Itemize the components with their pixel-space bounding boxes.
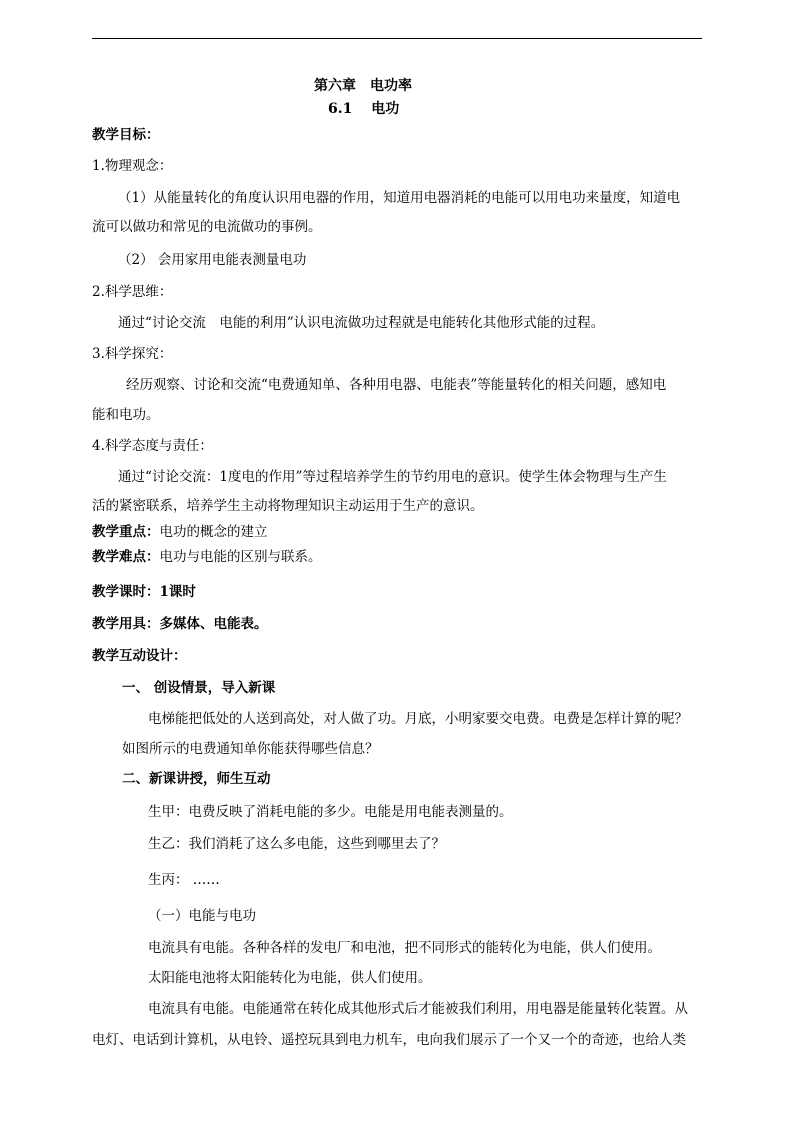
key-point-text: 电功的概念的建立 xyxy=(159,524,268,540)
class-hours: 教学课时：1课时 xyxy=(92,584,196,600)
paragraph-3-line-2: 电灯、电话到计算机，从电铃、遥控玩具到电力机车，电向我们展示了一个又一个的奇迹，也给人类 xyxy=(92,1032,686,1048)
teaching-tools: 教学用具：多媒体、电能表。 xyxy=(92,616,268,632)
paragraph-1: 电流具有电能。各种各样的发电厂和电池，把不同形式的能转化为电能，供人们使用。 xyxy=(148,940,661,956)
difficult-point-label: 教学难点： xyxy=(92,549,160,565)
objective-2-text: 通过“讨论交流 电能的利用”认识电流做功过程就是电能转化其他形式能的过程。 xyxy=(118,315,605,331)
part-1-text-line-1: 电梯能把低处的人送到高处，对人做了功。月底，小明家要交电费。电费是怎样计算的呢？ xyxy=(148,711,688,727)
difficult-point xyxy=(92,549,322,565)
key-point-label: 教学重点： xyxy=(92,524,160,540)
part-1-heading: 一、 创设情景，导入新课 xyxy=(122,680,276,696)
difficult-point-text: 电功与电能的区别与联系。 xyxy=(159,549,322,565)
paragraph-2: 太阳能电池将太阳能转化为电能，供人们使用。 xyxy=(148,970,432,986)
student-c-line: 生丙： …… xyxy=(148,872,220,888)
key-point xyxy=(92,524,268,540)
objective-4-text-line-2: 活的紧密联系，培养学生主动将物理知识主动运用于生产的意识。 xyxy=(92,498,484,514)
header-rule xyxy=(92,38,702,39)
objective-1-text-2: （2） 会用家用电能表测量电功 xyxy=(118,252,307,268)
objective-4-heading: 4.科学态度与责任： xyxy=(92,438,213,454)
student-b-line: 生乙：我们消耗了这么多电能，这些到哪里去了？ xyxy=(148,836,445,852)
student-a-line: 生甲：电费反映了消耗电能的多少。电能是用电能表测量的。 xyxy=(148,804,513,820)
objectives-heading: 教学目标： xyxy=(92,127,160,143)
design-heading: 教学互动设计： xyxy=(92,648,187,664)
objective-2-heading: 2.科学思维： xyxy=(92,284,173,300)
part-2-heading: 二、新课讲授，师生互动 xyxy=(122,771,271,787)
paragraph-3-line-1: 电流具有电能。电能通常在转化成其他形式后才能被我们利用，用电器是能量转化装置。从 xyxy=(148,1001,688,1017)
objective-1-text-line-2: 流可以做功和常见的电流做功的事例。 xyxy=(92,219,322,235)
objective-1-heading: 1.物理观念： xyxy=(92,158,173,174)
objective-4-text-line-1: 通过“讨论交流：1度电的作用”等过程培养学生的节约用电的意识。使学生体会物理与生产生 xyxy=(118,469,667,485)
subsection-1-heading: （一）电能与电功 xyxy=(148,908,256,924)
objective-3-text-line-2: 能和电功。 xyxy=(92,407,160,423)
objective-3-text-line-1: 经历观察、讨论和交流“电费通知单、各种用电器、电能表”等能量转化的相关问题，感知电 xyxy=(126,377,667,393)
section-title: 6.1 电功 xyxy=(328,101,400,117)
chapter-title: 第六章 电功率 xyxy=(314,78,412,94)
part-1-text-line-2: 如图所示的电费通知单你能获得哪些信息？ xyxy=(122,741,379,757)
objective-1-text-line-1: （1）从能量转化的角度认识用电器的作用，知道用电器消耗的电能可以用电功来量度，知道电 xyxy=(118,190,681,206)
objective-3-heading: 3.科学探究： xyxy=(92,346,173,362)
